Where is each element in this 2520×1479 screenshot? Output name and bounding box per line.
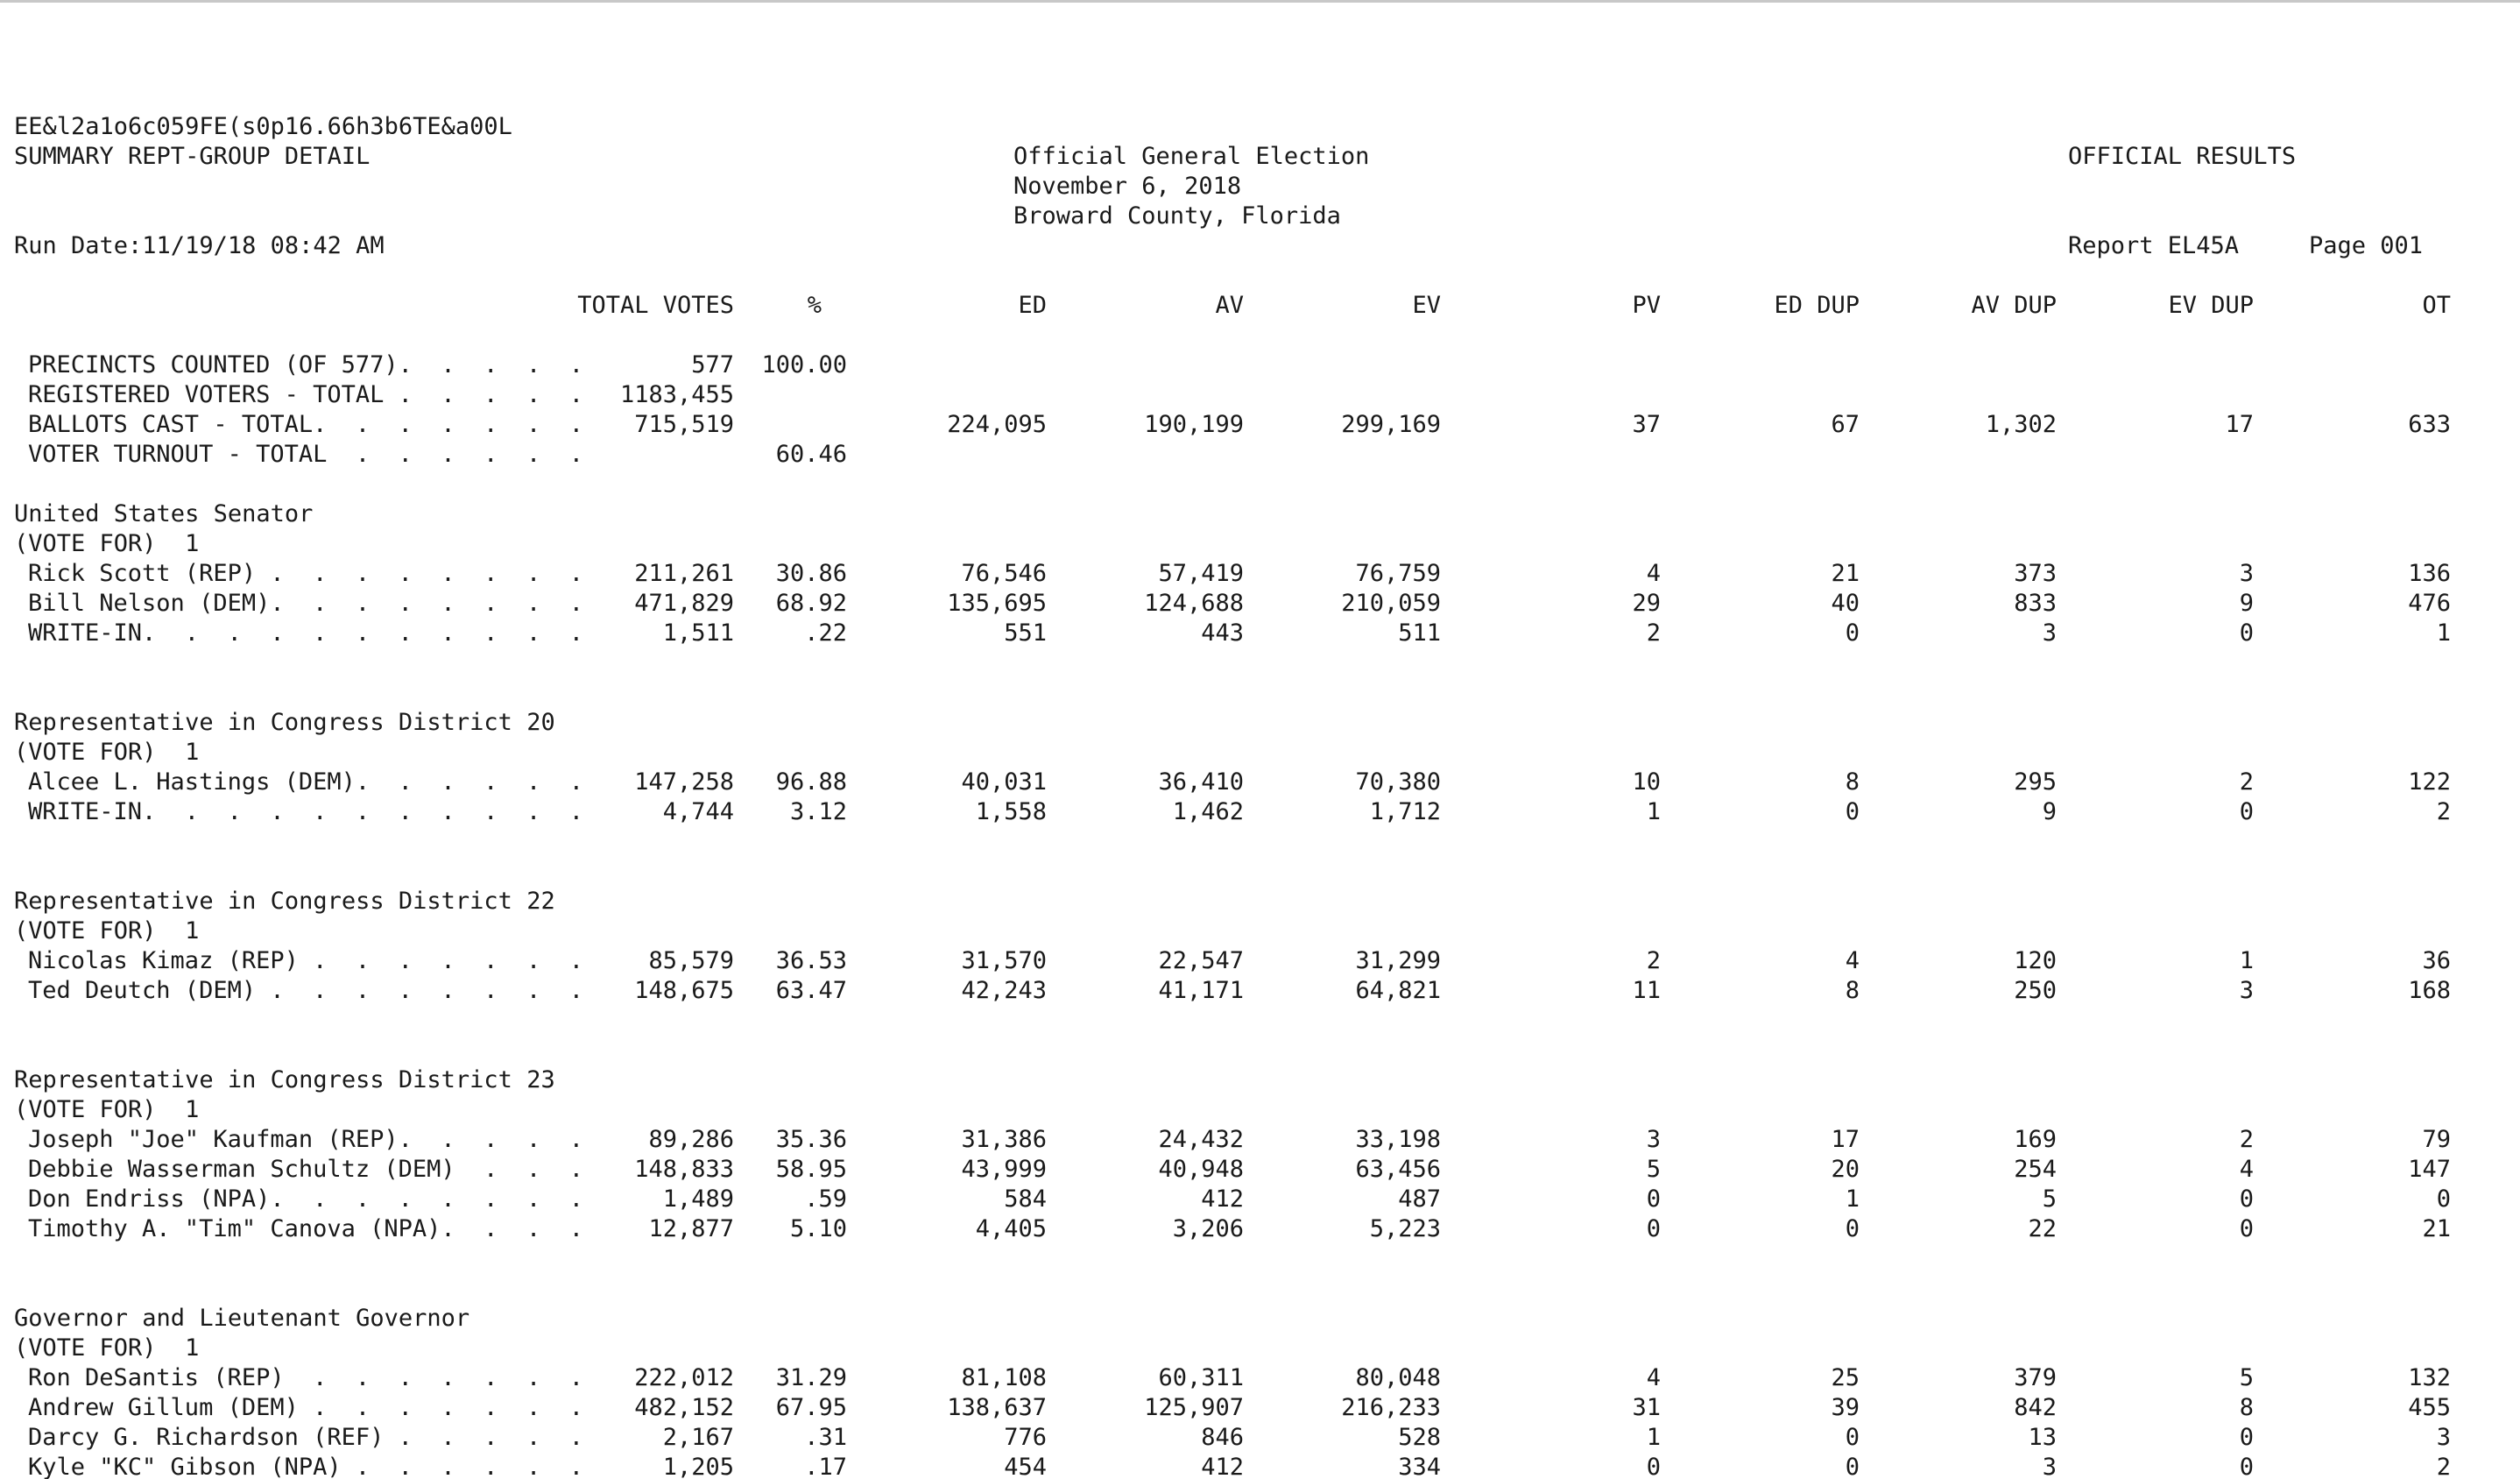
row-label: Bill Nelson (DEM). . . . . . . . <box>28 590 583 617</box>
cell-ed: 138,637 <box>947 1394 1047 1421</box>
header-line-2 <box>14 172 2502 202</box>
cell-av-dup: 254 <box>2014 1156 2057 1183</box>
official-results: OFFICIAL RESULTS <box>2068 143 2297 170</box>
cell-ev-dup: 3 <box>2239 977 2254 1004</box>
cell-ed: 551 <box>1004 619 1047 647</box>
cell-av: 412 <box>1201 1454 1244 1479</box>
cell-ed-dup: 39 <box>1831 1394 1860 1421</box>
election-date: November 6, 2018 <box>1013 173 1242 200</box>
cell-total: 4,744 <box>662 798 734 825</box>
spacer <box>14 261 2502 291</box>
cell-av: 1,462 <box>1172 798 1244 825</box>
cell-pct: 100.00 <box>761 351 847 379</box>
race-title: Representative in Congress District 23 <box>14 1066 555 1093</box>
cell-ot: 476 <box>2408 590 2451 617</box>
candidate-row <box>14 1214 2502 1244</box>
cell-pct: 60.46 <box>775 441 847 468</box>
cell-ot: 79 <box>2422 1126 2451 1153</box>
race-title: Representative in Congress District 20 <box>14 709 555 736</box>
cell-av-dup: 120 <box>2014 947 2057 974</box>
cell-pv: 10 <box>1632 768 1661 796</box>
row-label: Joseph "Joe" Kaufman (REP). . . . . <box>28 1126 583 1153</box>
cell-total: 715,519 <box>634 411 734 438</box>
cell-ev-dup: 4 <box>2239 1156 2254 1183</box>
cell-ed-dup: 8 <box>1845 768 1860 796</box>
top-border <box>0 0 2520 3</box>
col-av-dup: AV DUP <box>1971 292 2057 319</box>
county: Broward County, Florida <box>1013 202 1341 230</box>
cell-av-dup: 842 <box>2014 1394 2057 1421</box>
summary-row <box>14 410 2502 440</box>
vote-for: (VOTE FOR) 1 <box>14 739 200 766</box>
spacer <box>14 648 2502 708</box>
row-label: BALLOTS CAST - TOTAL. . . . . . . <box>28 411 583 438</box>
cell-total: 1,489 <box>662 1185 734 1213</box>
cell-av-dup: 9 <box>2042 798 2057 825</box>
cell-total: 148,675 <box>634 977 734 1004</box>
candidate-row <box>14 1393 2502 1423</box>
spacer <box>14 321 2502 350</box>
page-number: Page 001 <box>2309 232 2424 259</box>
cell-ev-dup: 0 <box>2239 798 2254 825</box>
candidate-row <box>14 797 2502 827</box>
cell-ot: 2 <box>2436 798 2451 825</box>
candidate-row <box>14 1155 2502 1185</box>
row-label: REGISTERED VOTERS - TOTAL . . . . . <box>28 381 583 408</box>
cell-pct: 3.12 <box>789 798 847 825</box>
spacer <box>14 1244 2502 1304</box>
cell-ot: 36 <box>2422 947 2451 974</box>
cell-ed-dup: 20 <box>1831 1156 1860 1183</box>
row-label: Alcee L. Hastings (DEM). . . . . . <box>28 768 583 796</box>
cell-ev-dup: 0 <box>2239 1454 2254 1479</box>
cell-pct: 58.95 <box>775 1156 847 1183</box>
race-title-line <box>14 1304 2502 1334</box>
cell-ed: 31,570 <box>961 947 1047 974</box>
col-ed: ED <box>1018 292 1047 319</box>
cell-ed-dup: 4 <box>1845 947 1860 974</box>
candidate-row <box>14 619 2502 648</box>
cell-ed-dup: 0 <box>1845 1215 1860 1242</box>
row-label: PRECINCTS COUNTED (OF 577). . . . . <box>28 351 583 379</box>
election-title: Official General Election <box>1013 143 1370 170</box>
cell-ot: 0 <box>2436 1185 2451 1213</box>
row-label: Debbie Wasserman Schultz (DEM) . . . <box>28 1156 583 1183</box>
cell-ot: 3 <box>2436 1424 2451 1451</box>
cell-ev: 487 <box>1398 1185 1441 1213</box>
cell-ed: 454 <box>1004 1454 1047 1479</box>
col-ev-dup: EV DUP <box>2168 292 2254 319</box>
spacer <box>14 470 2502 499</box>
cell-ev: 299,169 <box>1341 411 1441 438</box>
cell-av-dup: 5 <box>2042 1185 2057 1213</box>
cell-av: 24,432 <box>1158 1126 1244 1153</box>
vote-for: (VOTE FOR) 1 <box>14 917 200 945</box>
cell-av-dup: 295 <box>2014 768 2057 796</box>
candidate-row <box>14 1423 2502 1453</box>
report-type: SUMMARY REPT-GROUP DETAIL <box>14 143 371 170</box>
summary-row <box>14 380 2502 410</box>
cell-ev-dup: 2 <box>2239 1126 2254 1153</box>
cell-ev: 216,233 <box>1341 1394 1441 1421</box>
cell-av: 40,948 <box>1158 1156 1244 1183</box>
cell-pct: 36.53 <box>775 947 847 974</box>
cell-ed-dup: 0 <box>1845 619 1860 647</box>
cell-av-dup: 169 <box>2014 1126 2057 1153</box>
vote-for-line <box>14 529 2502 559</box>
cell-ed: 42,243 <box>961 977 1047 1004</box>
cell-total: 1183,455 <box>619 381 734 408</box>
run-date: Run Date:11/19/18 08:42 AM <box>14 232 385 259</box>
cell-av: 443 <box>1201 619 1244 647</box>
cell-pct: 67.95 <box>775 1394 847 1421</box>
cell-ed: 224,095 <box>947 411 1047 438</box>
cell-pv: 1 <box>1646 798 1661 825</box>
cell-total: 2,167 <box>662 1424 734 1451</box>
cell-ed-dup: 0 <box>1845 1424 1860 1451</box>
cell-ev-dup: 5 <box>2239 1364 2254 1391</box>
cell-ot: 136 <box>2408 560 2451 587</box>
cell-pct: .17 <box>804 1454 847 1479</box>
spacer <box>14 827 2502 887</box>
cell-pv: 3 <box>1646 1126 1661 1153</box>
cell-av: 412 <box>1201 1185 1244 1213</box>
cell-ed-dup: 0 <box>1845 1454 1860 1479</box>
cell-total: 471,829 <box>634 590 734 617</box>
control-codes-line <box>14 112 2502 142</box>
cell-ot: 455 <box>2408 1394 2451 1421</box>
cell-ed: 584 <box>1004 1185 1047 1213</box>
cell-ev: 33,198 <box>1355 1126 1441 1153</box>
cell-pct: 5.10 <box>789 1215 847 1242</box>
cell-pv: 4 <box>1646 560 1661 587</box>
race-title-line <box>14 708 2502 738</box>
cell-av-dup: 373 <box>2014 560 2057 587</box>
cell-av: 846 <box>1201 1424 1244 1451</box>
cell-ev: 210,059 <box>1341 590 1441 617</box>
cell-ev: 63,456 <box>1355 1156 1441 1183</box>
col-av: AV <box>1215 292 1244 319</box>
election-report <box>14 112 2502 1479</box>
summary-row <box>14 350 2502 380</box>
cell-pct: .31 <box>804 1424 847 1451</box>
row-label: Kyle "KC" Gibson (NPA) . . . . . . <box>28 1454 583 1479</box>
cell-pv: 0 <box>1646 1215 1661 1242</box>
summary-row <box>14 440 2502 470</box>
row-label: Ted Deutch (DEM) . . . . . . . . <box>28 977 583 1004</box>
report-id: Report EL45A <box>2068 232 2240 259</box>
row-label: Darcy G. Richardson (REF) . . . . . <box>28 1424 583 1451</box>
col-ot: OT <box>2422 292 2451 319</box>
cell-av: 124,688 <box>1144 590 1244 617</box>
cell-ev-dup: 0 <box>2239 1185 2254 1213</box>
cell-av: 190,199 <box>1144 411 1244 438</box>
cell-total: 12,877 <box>648 1215 734 1242</box>
vote-for: (VOTE FOR) 1 <box>14 1334 200 1362</box>
cell-av: 22,547 <box>1158 947 1244 974</box>
cell-ot: 633 <box>2408 411 2451 438</box>
race-title: Governor and Lieutenant Governor <box>14 1305 470 1332</box>
cell-pv: 4 <box>1646 1364 1661 1391</box>
cell-ot: 147 <box>2408 1156 2451 1183</box>
cell-ot: 132 <box>2408 1364 2451 1391</box>
race-title-line <box>14 887 2502 916</box>
cell-total: 147,258 <box>634 768 734 796</box>
cell-av: 125,907 <box>1144 1394 1244 1421</box>
spacer <box>14 1006 2502 1065</box>
cell-ed-dup: 8 <box>1845 977 1860 1004</box>
cell-av: 36,410 <box>1158 768 1244 796</box>
control-codes: EE&l2a1o6c059FE(s0p16.66h3b6TE&a00L <box>14 113 512 140</box>
header-line-3 <box>14 202 2502 231</box>
cell-ot: 2 <box>2436 1454 2451 1479</box>
cell-ed: 43,999 <box>961 1156 1047 1183</box>
cell-pct: 68.92 <box>775 590 847 617</box>
cell-pv: 29 <box>1632 590 1661 617</box>
cell-ed: 4,405 <box>975 1215 1047 1242</box>
cell-ev: 1,712 <box>1369 798 1441 825</box>
cell-av-dup: 833 <box>2014 590 2057 617</box>
cell-av-dup: 1,302 <box>1985 411 2057 438</box>
cell-pct: 31.29 <box>775 1364 847 1391</box>
cell-total: 211,261 <box>634 560 734 587</box>
cell-av: 41,171 <box>1158 977 1244 1004</box>
candidate-row <box>14 1363 2502 1393</box>
cell-av-dup: 379 <box>2014 1364 2057 1391</box>
cell-pv: 2 <box>1646 619 1661 647</box>
cell-ed: 135,695 <box>947 590 1047 617</box>
cell-ev: 511 <box>1398 619 1441 647</box>
cell-ed-dup: 25 <box>1831 1364 1860 1391</box>
cell-ot: 21 <box>2422 1215 2451 1242</box>
vote-for: (VOTE FOR) 1 <box>14 530 200 557</box>
column-headers <box>14 291 2502 321</box>
col-pct: % <box>807 292 822 319</box>
row-label: Rick Scott (REP) . . . . . . . . <box>28 560 583 587</box>
cell-ev: 70,380 <box>1355 768 1441 796</box>
row-label: WRITE-IN. . . . . . . . . . . <box>28 798 583 825</box>
cell-pct: 96.88 <box>775 768 847 796</box>
header-line-4 <box>14 231 2502 261</box>
vote-for: (VOTE FOR) 1 <box>14 1096 200 1123</box>
cell-total: 1,205 <box>662 1454 734 1479</box>
cell-ev-dup: 1 <box>2239 947 2254 974</box>
candidate-row <box>14 559 2502 589</box>
cell-ev-dup: 9 <box>2239 590 2254 617</box>
cell-ev: 334 <box>1398 1454 1441 1479</box>
race-title: Representative in Congress District 22 <box>14 888 555 915</box>
cell-ev: 76,759 <box>1355 560 1441 587</box>
cell-ed-dup: 0 <box>1845 798 1860 825</box>
cell-av-dup: 3 <box>2042 1454 2057 1479</box>
col-total-votes: TOTAL VOTES <box>577 292 734 319</box>
cell-total: 222,012 <box>634 1364 734 1391</box>
race-title: United States Senator <box>14 500 314 527</box>
cell-ed: 40,031 <box>961 768 1047 796</box>
cell-ot: 168 <box>2408 977 2451 1004</box>
cell-ev: 5,223 <box>1369 1215 1441 1242</box>
cell-total: 1,511 <box>662 619 734 647</box>
row-label: Ron DeSantis (REP) . . . . . . . <box>28 1364 583 1391</box>
cell-ev: 64,821 <box>1355 977 1441 1004</box>
cell-av: 60,311 <box>1158 1364 1244 1391</box>
cell-ed: 76,546 <box>961 560 1047 587</box>
cell-av-dup: 13 <box>2028 1424 2057 1451</box>
col-pv: PV <box>1632 292 1661 319</box>
cell-total: 89,286 <box>648 1126 734 1153</box>
cell-ot: 122 <box>2408 768 2451 796</box>
cell-pv: 37 <box>1632 411 1661 438</box>
cell-av: 3,206 <box>1172 1215 1244 1242</box>
row-label: Timothy A. "Tim" Canova (NPA). . . . <box>28 1215 583 1242</box>
cell-ed: 81,108 <box>961 1364 1047 1391</box>
cell-ev-dup: 8 <box>2239 1394 2254 1421</box>
cell-ev-dup: 2 <box>2239 768 2254 796</box>
cell-ev: 80,048 <box>1355 1364 1441 1391</box>
candidate-row <box>14 976 2502 1006</box>
vote-for-line <box>14 1334 2502 1363</box>
cell-pct: .59 <box>804 1185 847 1213</box>
cell-pv: 1 <box>1646 1424 1661 1451</box>
cell-ed: 776 <box>1004 1424 1047 1451</box>
cell-total: 577 <box>691 351 734 379</box>
col-ev: EV <box>1412 292 1441 319</box>
cell-ed-dup: 67 <box>1831 411 1860 438</box>
cell-total: 482,152 <box>634 1394 734 1421</box>
cell-ev-dup: 0 <box>2239 1215 2254 1242</box>
cell-pv: 2 <box>1646 947 1661 974</box>
cell-ev-dup: 3 <box>2239 560 2254 587</box>
cell-av-dup: 3 <box>2042 619 2057 647</box>
cell-pv: 0 <box>1646 1454 1661 1479</box>
candidate-row <box>14 589 2502 619</box>
cell-ev: 528 <box>1398 1424 1441 1451</box>
row-label: Nicolas Kimaz (REP) . . . . . . . <box>28 947 583 974</box>
cell-ot: 1 <box>2436 619 2451 647</box>
vote-for-line <box>14 916 2502 946</box>
cell-ed-dup: 1 <box>1845 1185 1860 1213</box>
cell-ed-dup: 40 <box>1831 590 1860 617</box>
cell-ev-dup: 0 <box>2239 1424 2254 1451</box>
cell-total: 85,579 <box>648 947 734 974</box>
cell-pv: 11 <box>1632 977 1661 1004</box>
candidate-row <box>14 1185 2502 1214</box>
cell-av: 57,419 <box>1158 560 1244 587</box>
cell-pv: 5 <box>1646 1156 1661 1183</box>
cell-pct: .22 <box>804 619 847 647</box>
candidate-row <box>14 1453 2502 1479</box>
header-line-1 <box>14 142 2502 172</box>
cell-total: 148,833 <box>634 1156 734 1183</box>
cell-ed-dup: 17 <box>1831 1126 1860 1153</box>
cell-ev-dup: 17 <box>2225 411 2254 438</box>
cell-ev: 31,299 <box>1355 947 1441 974</box>
candidate-row <box>14 946 2502 976</box>
cell-pv: 0 <box>1646 1185 1661 1213</box>
cell-ev-dup: 0 <box>2239 619 2254 647</box>
cell-ed: 31,386 <box>961 1126 1047 1153</box>
cell-av-dup: 250 <box>2014 977 2057 1004</box>
row-label: WRITE-IN. . . . . . . . . . . <box>28 619 583 647</box>
col-ed-dup: ED DUP <box>1774 292 1860 319</box>
cell-av-dup: 22 <box>2028 1215 2057 1242</box>
cell-ed-dup: 21 <box>1831 560 1860 587</box>
race-title-line <box>14 499 2502 529</box>
vote-for-line <box>14 738 2502 768</box>
cell-pct: 30.86 <box>775 560 847 587</box>
race-title-line <box>14 1065 2502 1095</box>
cell-ed: 1,558 <box>975 798 1047 825</box>
cell-pv: 31 <box>1632 1394 1661 1421</box>
row-label: Andrew Gillum (DEM) . . . . . . . <box>28 1394 583 1421</box>
candidate-row <box>14 1125 2502 1155</box>
cell-pct: 63.47 <box>775 977 847 1004</box>
row-label: Don Endriss (NPA). . . . . . . . <box>28 1185 583 1213</box>
row-label: VOTER TURNOUT - TOTAL . . . . . . <box>28 441 583 468</box>
cell-pct: 35.36 <box>775 1126 847 1153</box>
candidate-row <box>14 768 2502 797</box>
vote-for-line <box>14 1095 2502 1125</box>
